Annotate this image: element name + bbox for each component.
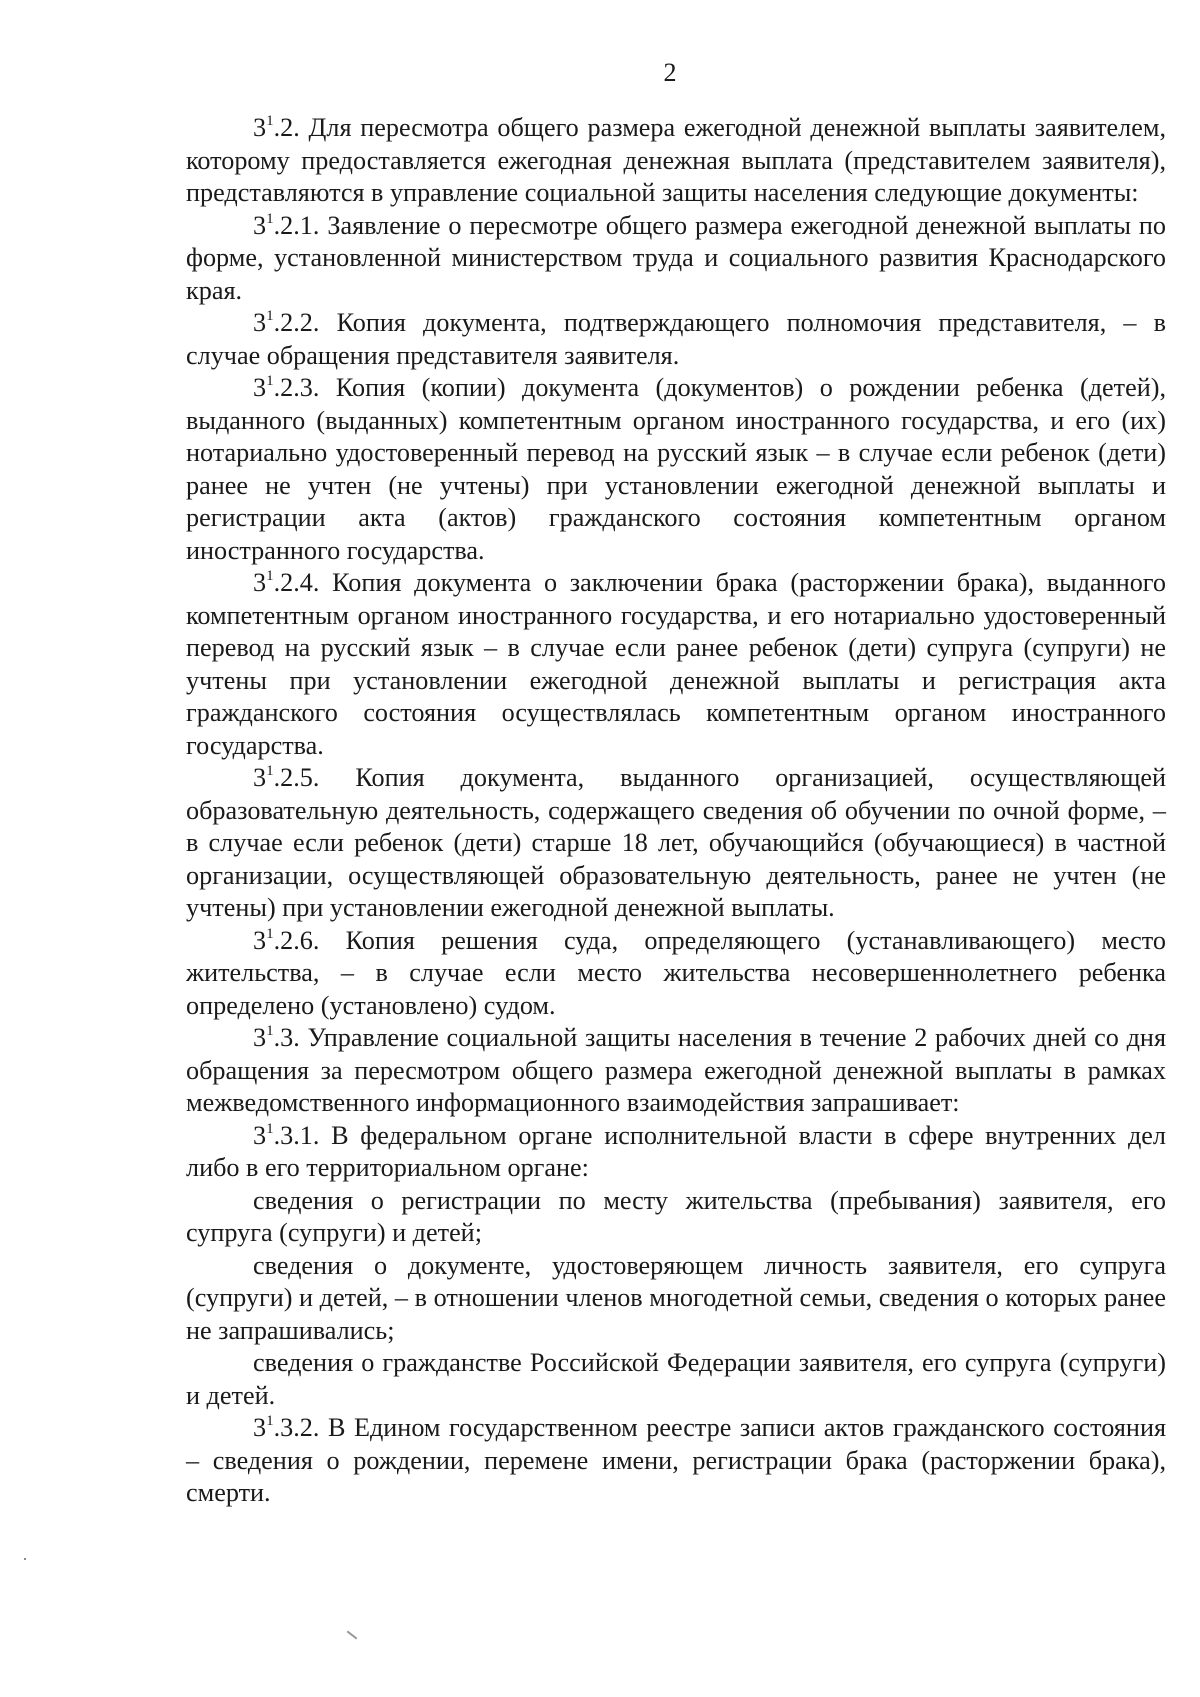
clause-number: 3: [253, 568, 267, 597]
page-number: 2: [663, 58, 677, 87]
paragraph-text: .2.5. Копия документа, выданного организацией, осуществляющей образовательную деятельность, содержащего сведения об обучении по очной форме, – в случае если ребенок (дети) старше 18 лет, обучающийся (обучающиеся) в частной организации, осуществляющей образовательную деятельность, ранее не учтен (не учтены) при установлении ежегодной денежной выплаты.: [186, 763, 1166, 922]
clause-number: 3: [253, 763, 267, 792]
clause-superscript: 1: [266, 925, 274, 942]
paragraph-3-1-3-1: [186, 1120, 1166, 1185]
document-body: [186, 112, 1166, 1510]
paragraph-text: .2.4. Копия документа о заключении брака (расторжении брака), выданного компетентным органом иностранного государства, и его нотариально удостоверенный перевод на русский язык – в случае если ранее ребенок (дети) супруга (супруги) не учтены при установлении ежегодной денежной выплаты и регистрация акта гражданского состояния осуществлялась компетентным органом иностранного государства.: [186, 568, 1166, 760]
paragraph-registration-info: [186, 1185, 1166, 1250]
paragraph-3-1-2-6: [186, 925, 1166, 1023]
paragraph-3-1-2-1: [186, 210, 1166, 308]
paragraph-text: .3.1. В федеральном органе исполнительной власти в сфере внутренних дел либо в его территориальном органе:: [186, 1120, 1166, 1182]
paragraph-text: .2.1. Заявление о пересмотре общего размера ежегодной денежной выплаты по форме, установленной министерством труда и социального развития Краснодарского края.: [186, 210, 1166, 305]
paragraph-3-1-2-4: [186, 567, 1166, 762]
clause-number: 3: [253, 925, 267, 955]
paragraph-text: .3.2. В Едином государственном реестре записи актов гражданского состояния – сведения о рождении, перемене имени, регистрации брака (расторжении брака), смерти.: [186, 1413, 1166, 1507]
paragraph-3-1-2: [186, 112, 1166, 210]
paragraph-citizenship-info: [186, 1347, 1166, 1412]
paragraph-text: сведения о гражданстве Российской Федерации заявителя, его супруга (супруги) и детей.: [186, 1348, 1166, 1410]
clause-superscript: 1: [266, 1023, 274, 1039]
paragraph-3-1-2-2: [186, 307, 1166, 372]
paragraph-text: .2.3. Копия (копии) документа (документов) о рождении ребенка (детей), выданного (выданных) компетентным органом иностранного государства, и его (их) нотариально удостоверенный перевод на русский язык – в случае если ребенок (дети) ранее не учтен (не учтены) при установлении ежегодной денежной выплаты и регистрации акта (актов) гражданского состояния компетентным органом иностранного государства.: [186, 373, 1166, 565]
clause-superscript: 1: [266, 1413, 274, 1429]
paragraph-text: сведения о документе, удостоверяющем личность заявителя, его супруга (супруги) и детей, – в отношении членов многодетной семьи, сведения о которых ранее не запрашивались;: [186, 1250, 1166, 1345]
clause-number: 3: [253, 210, 267, 240]
paragraph-3-1-3-2: [186, 1412, 1166, 1510]
clause-superscript: 1: [266, 568, 274, 584]
clause-superscript: 1: [266, 763, 274, 779]
clause-superscript: 1: [266, 113, 274, 129]
clause-number: 3: [253, 113, 267, 142]
clause-number: 3: [253, 308, 267, 337]
clause-number: 3: [253, 1023, 267, 1052]
paragraph-text: сведения о регистрации по месту жительства (пребывания) заявителя, его супруга (супруги) и детей;: [186, 1185, 1166, 1247]
paragraph-identity-document-info: [186, 1250, 1166, 1348]
paragraph-text: .3. Управление социальной защиты населения в течение 2 рабочих дней со дня обращения за пересмотром общего размера ежегодной денежной выплаты в рамках межведомственного информационного взаимодействия запрашивает:: [186, 1023, 1166, 1117]
clause-superscript: 1: [266, 1120, 274, 1137]
clause-number: 3: [253, 373, 267, 402]
scan-speck: [24, 1558, 26, 1560]
clause-superscript: 1: [266, 308, 274, 324]
scan-mark: [347, 1631, 358, 1640]
clause-superscript: 1: [266, 210, 274, 227]
clause-number: 3: [253, 1120, 267, 1150]
paragraph-3-1-3: [186, 1022, 1166, 1120]
clause-number: 3: [253, 1413, 267, 1442]
clause-superscript: 1: [266, 373, 274, 389]
paragraph-text: .2.6. Копия решения суда, определяющего (устанавливающего) место жительства, – в случае если место жительства несовершеннолетнего ребенка определено (установлено) судом.: [186, 925, 1166, 1020]
paragraph-text: .2.2. Копия документа, подтверждающего полномочия представителя, – в случае обращения представителя заявителя.: [186, 308, 1166, 370]
paragraph-3-1-2-5: [186, 762, 1166, 925]
paragraph-text: .2. Для пересмотра общего размера ежегодной денежной выплаты заявителем, которому предоставляется ежегодная денежная выплата (представителем заявителя), представляются в управление социальной защиты населения следующие документы:: [186, 113, 1166, 207]
paragraph-3-1-2-3: [186, 372, 1166, 567]
